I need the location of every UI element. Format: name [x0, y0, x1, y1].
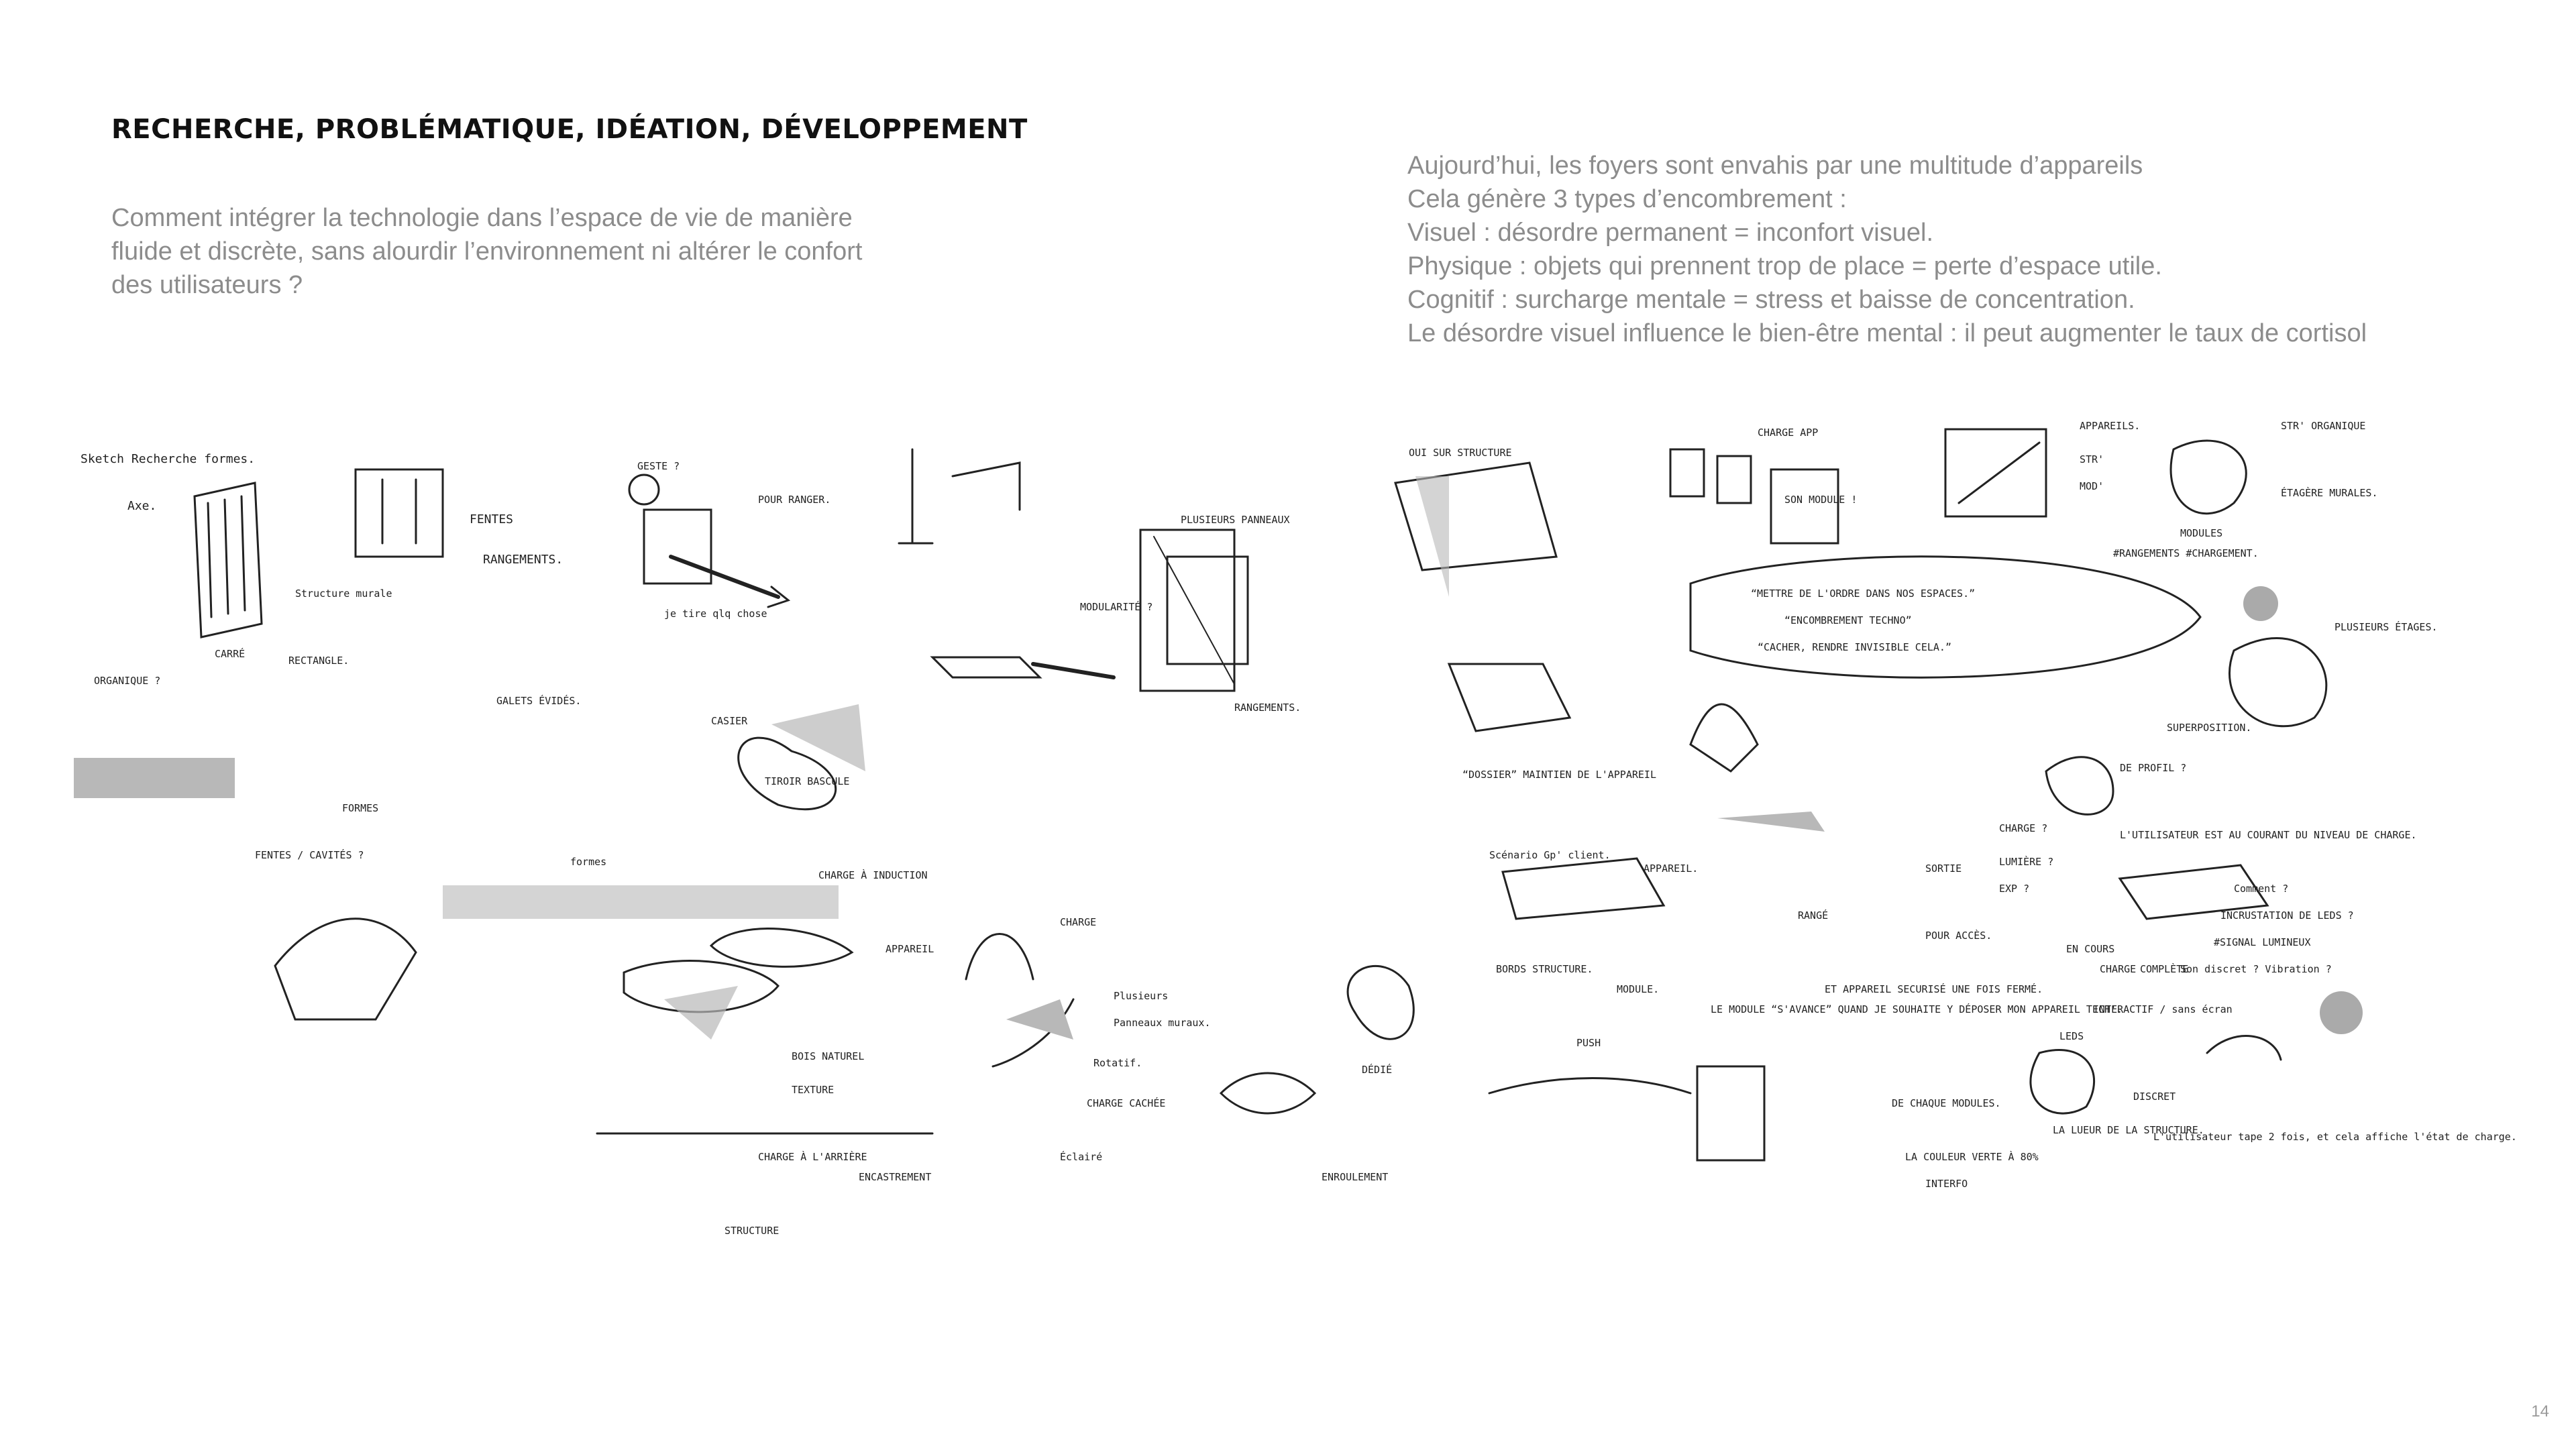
sketch-label: Axe.	[127, 499, 157, 513]
sketch-label: LEDS	[2059, 1030, 2084, 1042]
sketch-label: #SIGNAL LUMINEUX	[2214, 936, 2311, 948]
sketch-label: CHARGE APP	[1758, 427, 1819, 439]
sketch-label: MODULARITÉ ?	[1080, 601, 1153, 613]
hand-sketch	[275, 919, 416, 1019]
sketch-label: CHARGE CACHÉE	[1087, 1097, 1166, 1109]
sketch-heading: Sketch Recherche formes.	[80, 452, 256, 466]
sketch-label: ORGANIQUE ?	[94, 675, 161, 687]
sketch-label: “DOSSIER” MAINTIEN DE L'APPAREIL	[1462, 769, 1656, 781]
sketch-label: STR' ORGANIQUE	[2281, 420, 2366, 432]
sketch-label: LA LUEUR DE LA STRUCTURE.	[2053, 1124, 2204, 1136]
sketch-label: TIROIR BASCULE	[765, 775, 850, 787]
sketch-label: ENROULEMENT	[1322, 1171, 1389, 1183]
quote-text: “CACHER, RENDRE INVISIBLE CELA.”	[1758, 641, 1951, 653]
sketch-label: Panneaux muraux.	[1114, 1017, 1211, 1029]
sketch-label: CASIER	[711, 715, 748, 727]
sketch-label: CHARGE	[1060, 916, 1097, 928]
sketch-label: RANGEMENTS.	[1234, 702, 1301, 714]
sketch-label: DE CHAQUE MODULES.	[1892, 1097, 2001, 1109]
page-title: RECHERCHE, PROBLÉMATIQUE, IDÉATION, DÉVELOPPEMENT	[111, 114, 1028, 145]
led-module-sketch	[2031, 1050, 2094, 1113]
sketch-label: LA COULEUR VERTE À 80%	[1905, 1151, 2039, 1163]
sketch-label: STRUCTURE	[724, 1225, 780, 1237]
gesture-circle	[629, 475, 659, 504]
sketch-label: Son discret ? Vibration ?	[2180, 963, 2332, 975]
context-line: Physique : objets qui prennent trop de place = perte d’espace utile.	[1407, 252, 2162, 280]
sketch-label: POUR RANGER.	[758, 494, 831, 506]
case-sketch	[932, 657, 1040, 677]
sketch-illustration	[67, 396, 2517, 1281]
sketch-label: PLUSIEURS PANNEAUX	[1181, 514, 1290, 526]
sketch-label: OUI SUR STRUCTURE	[1409, 447, 1512, 459]
sketch-label: APPAREILS.	[2080, 420, 2141, 432]
sketch-label: CHARGE À L'ARRIÈRE	[758, 1151, 867, 1163]
stacked-module-sketch	[2230, 638, 2326, 726]
sketch-label: PLUSIEURS ÉTAGES.	[2334, 621, 2438, 633]
sketch-label: INTERFO	[1925, 1178, 1968, 1190]
sketch-label: DISCRET	[2133, 1091, 2176, 1103]
wall-square-sketch	[356, 469, 443, 557]
drawer-sketch	[644, 510, 711, 583]
sketch-label: FENTES / CAVITÉS ?	[255, 849, 364, 861]
sketch-label: POUR ACCÈS.	[1925, 930, 1992, 942]
sketch-label: LE MODULE “S'AVANCE” QUAND JE SOUHAITE Y DÉPOSER MON APPAREIL TECH'.	[1711, 1003, 2123, 1015]
sketch-label: PUSH	[1576, 1037, 1601, 1049]
context-line: Aujourd’hui, les foyers sont envahis par une multitude d’appareils	[1407, 152, 2143, 180]
sketch-label: je tire qlq chose	[664, 608, 767, 620]
sketch-label: L'UTILISATEUR EST AU COURANT DU NIVEAU DE CHARGE.	[2120, 829, 2417, 841]
quote-bubble	[1690, 557, 2200, 677]
sketch-label: FENTES	[470, 512, 514, 526]
sketch-label: INCRUSTATION DE LEDS ?	[2220, 909, 2354, 922]
sketch-label: ENCASTREMENT	[859, 1171, 932, 1183]
quote-text: “METTRE DE L'ORDRE DANS NOS ESPACES.”	[1751, 588, 1976, 600]
multi-panel-sketch	[1140, 530, 1234, 691]
sketch-label: ÉTAGÈRE MURALES.	[2281, 487, 2378, 499]
sketch-label: MODULES	[2180, 527, 2223, 539]
sketch-label: #RANGEMENTS #CHARGEMENT.	[2113, 547, 2259, 559]
context-paragraph	[1407, 149, 2548, 350]
sketch-label: EXP ?	[1999, 883, 2030, 895]
question-line: des utilisateurs ?	[111, 271, 303, 299]
sketch-label: Rotatif.	[1093, 1057, 1142, 1069]
context-line: Le désordre visuel influence le bien-être mental : il peut augmenter le taux de cortisol	[1407, 319, 2367, 347]
sketch-label: Scénario Gp' client.	[1489, 849, 1611, 861]
sketch-label: GALETS ÉVIDÉS.	[496, 695, 582, 707]
sketch-label: L'utilisateur tape 2 fois, et cela affiche l'état de charge.	[2153, 1131, 2517, 1143]
context-line: Visuel : désordre permanent = inconfort visuel.	[1407, 219, 1934, 247]
sketch-label: RECTANGLE.	[288, 655, 350, 667]
context-line: Cognitif : surcharge mentale = stress et baisse de concentration.	[1407, 286, 2135, 314]
sketch-label: LUMIÈRE ?	[1999, 856, 2054, 868]
quote-text: “ENCOMBREMENT TECHNO”	[1784, 614, 1912, 626]
context-line: Cela génère 3 types d’encombrement :	[1407, 185, 1847, 213]
sketch-label: EN COURS	[2066, 943, 2115, 955]
sketch-label: Comment ?	[2234, 883, 2289, 895]
sketch-label: INTERACTIF / sans écran	[2093, 1003, 2233, 1015]
organic-module-sketch	[2171, 441, 2246, 514]
question-line: Comment intégrer la technologie dans l’espace de vie de manière	[111, 204, 853, 232]
sketch-label: CHARGE ?	[1999, 822, 2048, 834]
sketch-label: SON MODULE !	[1784, 494, 1858, 506]
sketch-label: MODULE.	[1617, 983, 1660, 995]
sketch-label: RANGÉ	[1798, 909, 1829, 922]
sketch-label: CARRÉ	[215, 648, 246, 660]
sketch-label: ET APPAREIL SECURISÉ UNE FOIS FERMÉ.	[1825, 983, 2043, 995]
sketch-label: RANGEMENTS.	[483, 553, 564, 567]
sketch-label: CHARGE	[2100, 963, 2137, 975]
sketch-label: Structure murale	[295, 588, 392, 600]
sketch-label: FORMES	[342, 802, 379, 814]
sketch-label: CHARGE À INDUCTION	[818, 869, 928, 881]
sketch-label: SUPERPOSITION.	[2167, 722, 2252, 734]
page-number: 14	[2531, 1402, 2549, 1421]
sketch-label: SORTIE	[1925, 862, 1962, 875]
sketch-label: APPAREIL.	[1644, 862, 1699, 875]
sketch-label: MOD'	[2080, 480, 2104, 492]
research-question	[111, 201, 943, 302]
shelf-sketch	[1945, 429, 2046, 516]
sketch-label: Éclairé	[1060, 1151, 1103, 1163]
sketch-label: STR'	[2080, 453, 2104, 465]
sketch-label: APPAREIL	[885, 943, 934, 955]
sketch-label: BORDS STRUCTURE.	[1496, 963, 1593, 975]
sketch-board	[67, 396, 2517, 1281]
sketch-label: COMPLÈTE	[2140, 963, 2189, 975]
sketch-label: BOIS NATUREL	[792, 1050, 865, 1062]
sketch-label: formes	[570, 856, 607, 868]
sketch-label: DE PROFIL ?	[2120, 762, 2187, 774]
sketch-label: GESTE ?	[637, 460, 680, 472]
sketch-label: DÉDIÉ	[1362, 1064, 1393, 1076]
module-scenario-sketch	[1503, 858, 1664, 919]
sketch-label: TEXTURE	[792, 1084, 835, 1096]
question-line: fluide et discrète, sans alourdir l’environnement ni altérer le confort	[111, 237, 863, 266]
sketch-label: Plusieurs	[1114, 990, 1169, 1002]
